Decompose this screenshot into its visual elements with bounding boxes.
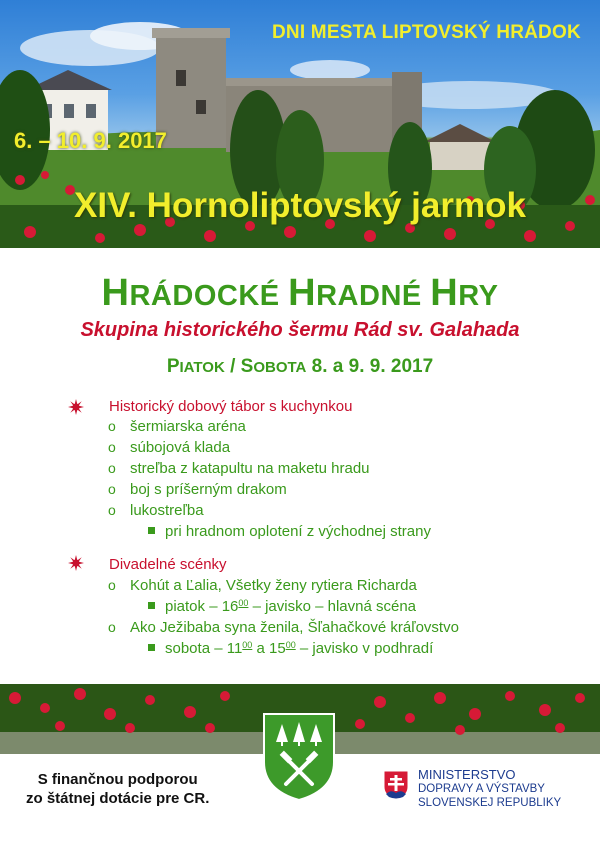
list-item: o boj s príšerným drakom bbox=[108, 481, 287, 498]
sub-list-item: pri hradnom oplotení z východnej strany bbox=[148, 523, 431, 540]
funding-note: S finančnou podporou zo štátnej dotácie pre CR. bbox=[26, 771, 210, 807]
town-coat-of-arms-icon bbox=[262, 712, 336, 802]
list-item: o Ako Ježibaba syna ženila, Šľahačkové kráľovstvo bbox=[108, 619, 459, 636]
section-title-camp: Historický dobový tábor s kuchynkou bbox=[109, 398, 353, 415]
fair-title: XIV. Hornoliptovský jarmok bbox=[74, 186, 526, 225]
header-photo bbox=[0, 0, 600, 248]
slovak-coat-of-arms-icon bbox=[383, 770, 409, 800]
ministry-logo-text: MINISTERSTVO DOPRAVY A VÝSTAVBY SLOVENSKEJ REPUBLIKY bbox=[418, 767, 562, 809]
event-dates: 6. – 10. 9. 2017 bbox=[14, 128, 167, 153]
sub-list-item: sobota – $11^{00}$ a $15^{00}$ – javisko v podhradí bbox=[148, 640, 433, 657]
show-dates: PIATOK / SOBOTA 8. a 9. 9. 2017 bbox=[166, 356, 434, 377]
list-item: o lukostreľba bbox=[108, 502, 204, 519]
sub-list-item: piatok – $16^{00}$ – javisko – hlavná scéna bbox=[148, 598, 416, 615]
star-bullet-icon bbox=[68, 399, 84, 415]
group-subtitle: Skupina historického šermu Rád sv. Galahada bbox=[80, 319, 520, 341]
list-item: o streľba z katapultu na maketu hradu bbox=[108, 460, 370, 477]
list-item: o šermiarska aréna bbox=[108, 418, 246, 435]
list-item: o súbojová klada bbox=[108, 439, 231, 456]
page-title: HRÁDOCKÉ HRADNÉ HRY bbox=[101, 272, 499, 314]
star-bullet-icon bbox=[68, 555, 84, 571]
section-title-theatre: Divadelné scénky bbox=[109, 556, 227, 573]
list-item: o Kohút a Ľalia, Všetky ženy rytiera Richarda bbox=[108, 577, 417, 594]
town-days-title: DNI MESTA LIPTOVSKÝ HRÁDOK bbox=[272, 22, 581, 43]
